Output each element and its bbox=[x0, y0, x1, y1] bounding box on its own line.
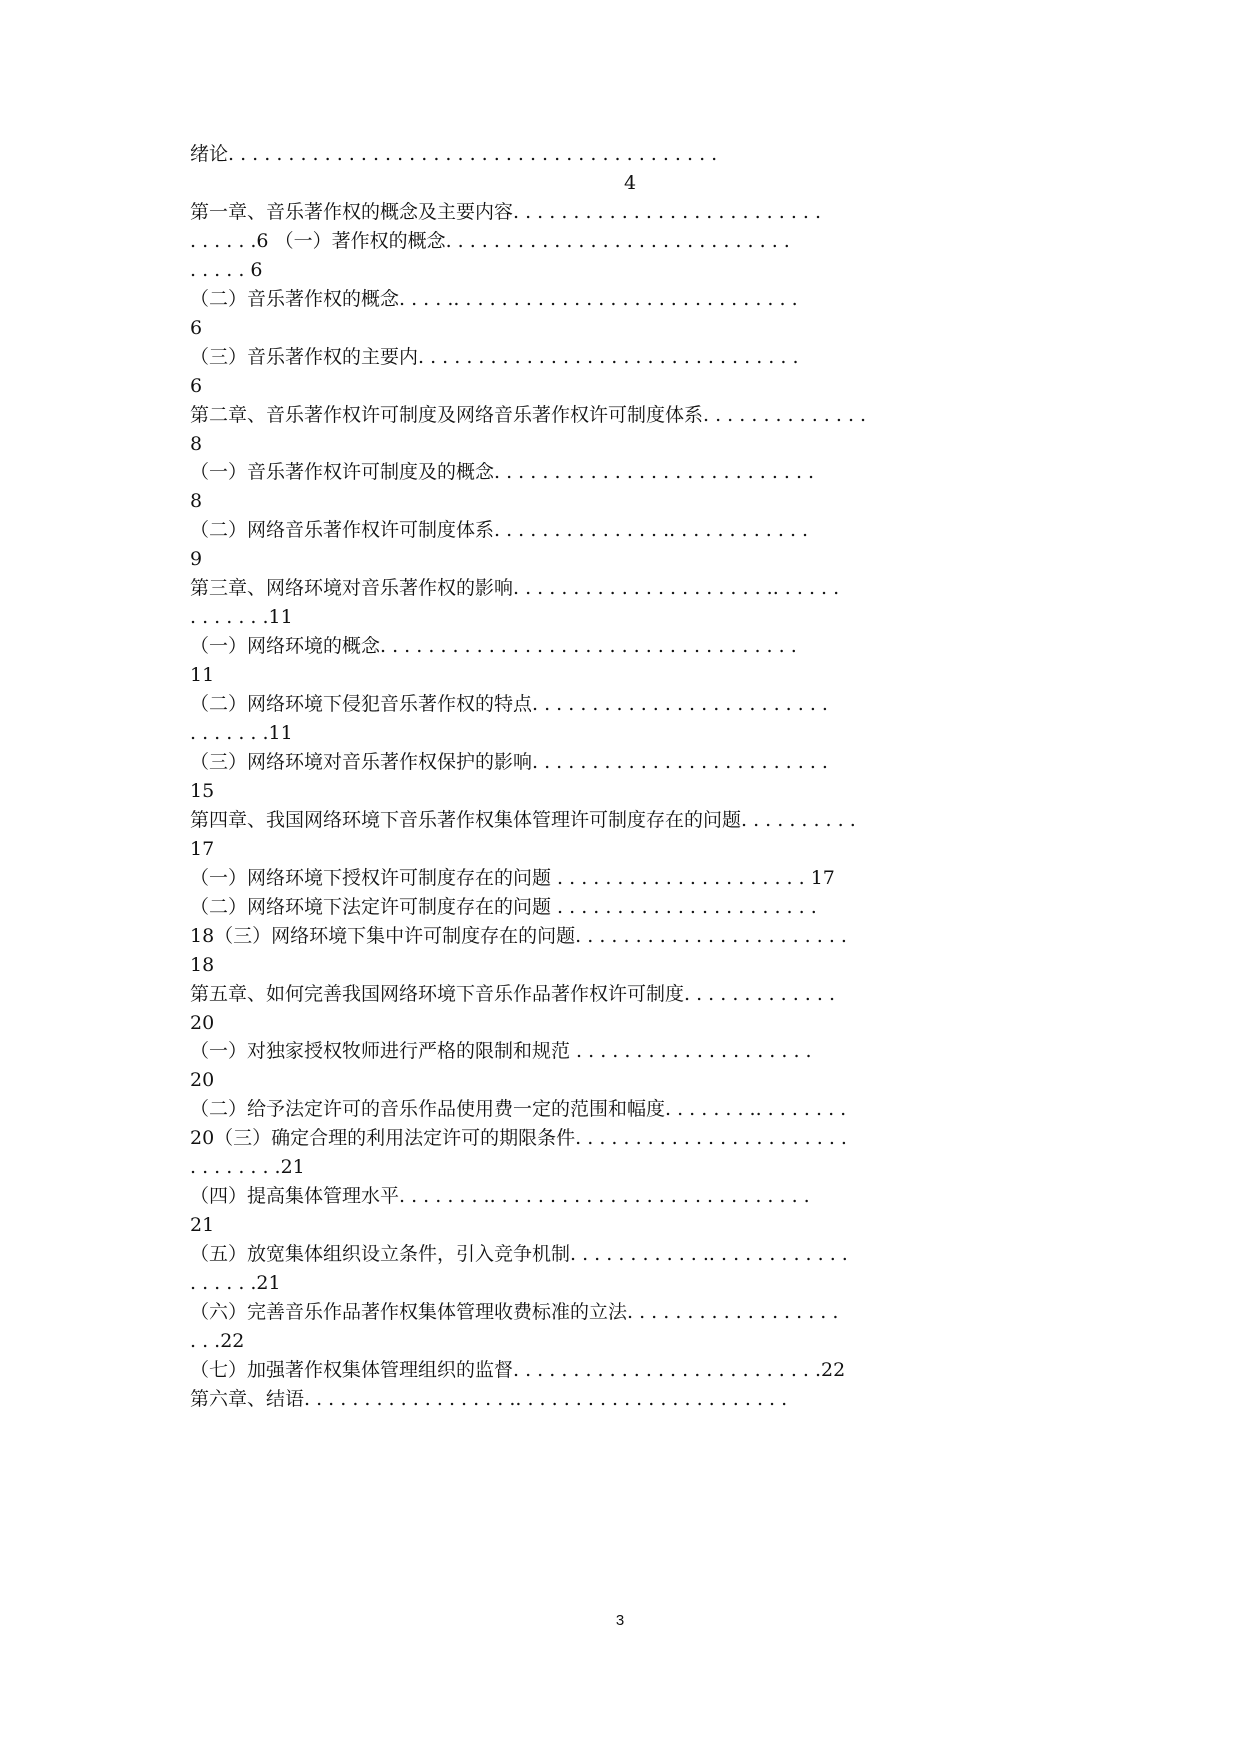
toc-line: （二）音乐著作权的概念. . . . .. . . . . . . . . . . . . . . . . . . . . . . . . . . . . bbox=[190, 287, 798, 310]
toc-line: 4 bbox=[623, 171, 637, 194]
toc-line: 6 bbox=[190, 316, 203, 339]
toc-line: . . . . . . . .21 bbox=[190, 1156, 305, 1179]
toc-line: 20（三）确定合理的利用法定许可的期限条件. . . . . . . . . . . . . . . . . . . . . . . bbox=[190, 1127, 847, 1150]
toc-line: （一）音乐著作权许可制度及的概念. . . . . . . . . . . . . . . . . . . . . . . . . . . bbox=[190, 461, 815, 484]
toc-line: （一）网络环境下授权许可制度存在的问题 . . . . . . . . . . . . . . . . . . . . . 17 bbox=[190, 866, 835, 889]
toc-line: 15 bbox=[190, 779, 215, 802]
toc-line: 第六章、结语. . . . . . . . . . . . . . . . . .. . . . . . . . . . . . . . . . . . . . . . . bbox=[190, 1387, 788, 1410]
toc-line: 11 bbox=[190, 664, 215, 687]
toc-line: . . . . . .6 （一）著作权的概念. . . . . . . . . . . . . . . . . . . . . . . . . . . . . bbox=[190, 229, 790, 252]
toc-line: （一）网络环境的概念. . . . . . . . . . . . . . . . . . . . . . . . . . . . . . . . . . . bbox=[190, 635, 797, 658]
toc-line: 18（三）网络环境下集中许可制度存在的问题. . . . . . . . . . . . . . . . . . . . . . . bbox=[190, 924, 847, 947]
toc-line: 第五章、如何完善我国网络环境下音乐作品著作权许可制度. . . . . . . . . . . . . bbox=[190, 982, 835, 1005]
toc-line: （四）提高集体管理水平. . . . . . . .. . . . . . . . . . . . . . . . . . . . . . . . . . . bbox=[190, 1185, 810, 1208]
toc-line: 绪论. . . . . . . . . . . . . . . . . . . . . . . . . . . . . . . . . . . . . . . . . bbox=[190, 143, 718, 165]
toc-line: 6 bbox=[190, 374, 203, 397]
toc-line: 18 bbox=[190, 953, 215, 976]
toc-line: . . . . . . .11 bbox=[190, 606, 293, 629]
toc-line: 第一章、音乐著作权的概念及主要内容. . . . . . . . . . . . . . . . . . . . . . . . . . bbox=[190, 200, 822, 223]
toc-line: （六）完善音乐作品著作权集体管理收费标准的立法. . . . . . . . . . . . . . . . . . bbox=[190, 1301, 839, 1323]
toc-line: 8 bbox=[190, 432, 203, 455]
toc-line: 20 bbox=[190, 1069, 215, 1092]
toc-line: 第三章、网络环境对音乐著作权的影响. . . . . . . . . . . . . . . . . . . . . .. . . . . . bbox=[190, 577, 840, 600]
toc-line: 9 bbox=[190, 548, 203, 571]
toc-line: 8 bbox=[190, 490, 203, 513]
toc-line: （二）给予法定许可的音乐作品使用费一定的范围和幅度. . . . . . . .. . . . . . . . bbox=[190, 1098, 847, 1121]
toc-line: . . . . . .21 bbox=[190, 1272, 281, 1295]
toc-line: 20 bbox=[190, 1011, 215, 1034]
toc-line: （三）网络环境对音乐著作权保护的影响. . . . . . . . . . . . . . . . . . . . . . . . . bbox=[190, 750, 828, 773]
toc-line: . . . . . . .11 bbox=[190, 722, 293, 744]
toc-line: （五）放宽集体组织设立条件，引入竞争机制. . . . . . . . . . . .. . . . . . . . . . . . bbox=[190, 1243, 848, 1266]
toc-line: （二）网络音乐著作权许可制度体系. . . . . . . . . . . . . . .. . . . . . . . . . . . bbox=[190, 519, 809, 542]
toc-line: 21 bbox=[190, 1214, 215, 1237]
toc-line: （七）加强著作权集体管理组织的监督. . . . . . . . . . . . . . . . . . . . . . . . . .22 bbox=[190, 1358, 846, 1381]
page-number: 3 bbox=[615, 1612, 625, 1629]
toc-line: （二）网络环境下法定许可制度存在的问题 . . . . . . . . . . . . . . . . . . . . . . bbox=[190, 895, 817, 918]
toc-line: 第四章、我国网络环境下音乐著作权集体管理许可制度存在的问题. . . . . . . . . . bbox=[190, 808, 856, 831]
toc-line: （一）对独家授权牧师进行严格的限制和规范 . . . . . . . . . . . . . . . . . . . . bbox=[190, 1040, 812, 1063]
toc-line: 第二章、音乐著作权许可制度及网络音乐著作权许可制度体系. . . . . . . . . . . . . . bbox=[190, 403, 867, 426]
toc-line: （三）音乐著作权的主要内. . . . . . . . . . . . . . . . . . . . . . . . . . . . . . . . bbox=[190, 345, 799, 368]
toc-line: 17 bbox=[190, 837, 215, 860]
toc-line: （二）网络环境下侵犯音乐著作权的特点. . . . . . . . . . . . . . . . . . . . . . . . . bbox=[190, 693, 828, 716]
toc-line: . . . . . 6 bbox=[190, 258, 263, 281]
toc-line: . . .22 bbox=[190, 1329, 245, 1352]
